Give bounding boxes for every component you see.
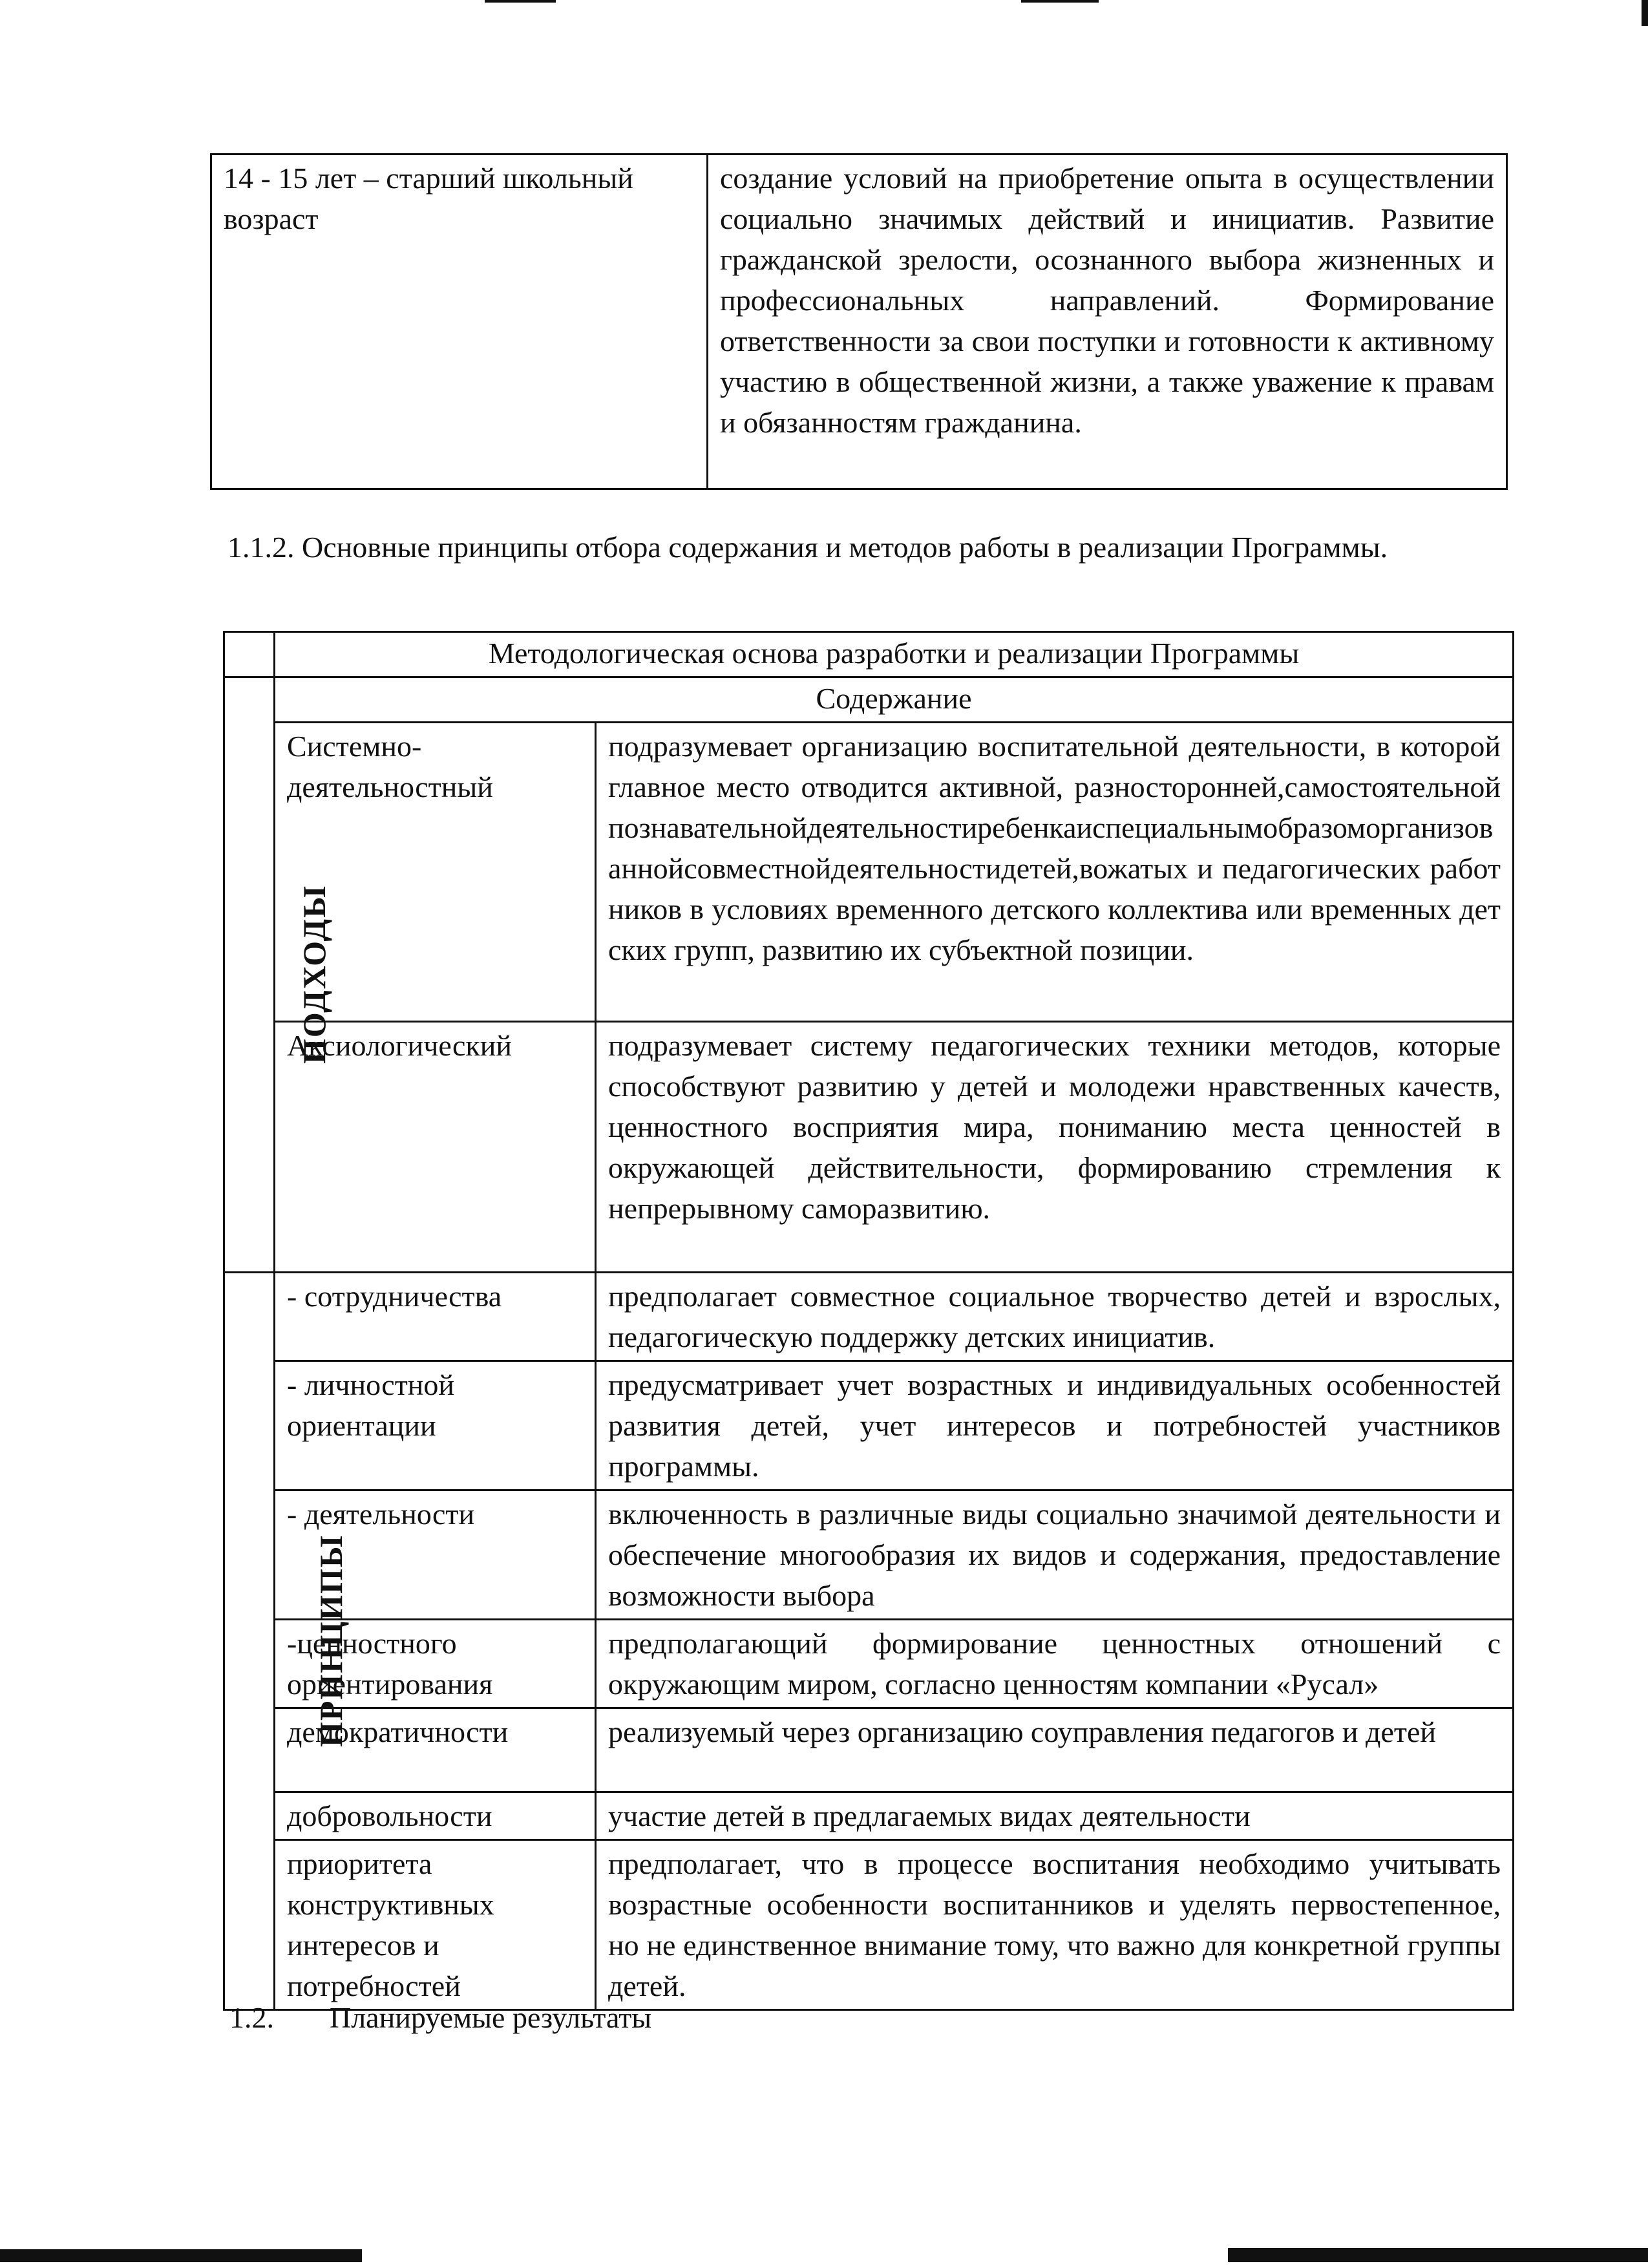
row-name: Аксиологический bbox=[275, 1022, 596, 1273]
table-row bbox=[224, 1708, 1514, 1792]
row-name: Системно-деятельностный bbox=[275, 723, 596, 1022]
age-table bbox=[210, 153, 1508, 490]
row-name: демократичности bbox=[275, 1708, 596, 1792]
table-row bbox=[224, 1361, 1514, 1490]
table-row bbox=[224, 1840, 1514, 2010]
section-number: 1.2. bbox=[229, 2001, 274, 2034]
scan-edge bbox=[1228, 2248, 1648, 2262]
section-heading: 1.1.2. Основные принципы отбора содержания и методов работы в реализации Программы. bbox=[227, 531, 1388, 564]
scan-mark bbox=[485, 0, 556, 3]
row-name: - личностной ориентации bbox=[275, 1361, 596, 1490]
table-subtitle: Содержание bbox=[275, 677, 1514, 723]
age-cell: 14 - 15 лет – старший школьный возраст bbox=[211, 154, 708, 489]
empty-corner-cell bbox=[224, 632, 275, 677]
table-row bbox=[224, 1490, 1514, 1620]
table-row bbox=[224, 1022, 1514, 1273]
row-text: участие детей в предлагаемых видах деятельности bbox=[596, 1792, 1514, 1840]
row-name: добровольности bbox=[275, 1792, 596, 1840]
row-text: предусматривает учет возрастных и индивидуальных особенностей развития детей, учет интересов и потребностей участников программы. bbox=[596, 1361, 1514, 1490]
row-text: предполагает, что в процессе воспитания необходимо учитывать возрастные особенности воспитанников и уделять первостепенное, но не единственное внимание тому, что важно для конкретной группы детей. bbox=[596, 1840, 1514, 2010]
group-label-approaches: ПОДХОДЫ bbox=[224, 677, 275, 1273]
row-text: предполагает совместное социальное творчество детей и взрослых, педагогическую поддержку детских инициатив. bbox=[596, 1273, 1514, 1361]
principles-table bbox=[223, 631, 1514, 2011]
table-row bbox=[224, 1273, 1514, 1361]
row-text: подразумевает систему педагогических техники методов, которые способствуют развитию у детей и молодежи нравственных качеств, ценностного восприятия мира, пониманию места ценностей в окружающей действительности, формированию стремления к непрерывному саморазвитию. bbox=[596, 1022, 1514, 1273]
table-row bbox=[224, 1792, 1514, 1840]
row-text: предполагающий формирование ценностных отношений с окружающим миром, согласно ценностям компании «Русал» bbox=[596, 1620, 1514, 1708]
table-title: Методологическая основа разработки и реализации Программы bbox=[275, 632, 1514, 677]
table-row bbox=[224, 1620, 1514, 1708]
row-text: подразумевает организацию воспитательной деятельности, в которой главное место отводится активной, разносторонней,самостоятельнойпознавательнойдеятельностиребенкаиспециальнымобразоморганизованнойсовместнойдеятельностидетей,вожатых и педагогических работников в условиях временного детского коллектива или временных детских групп, развитию их субъектной позиции. bbox=[596, 723, 1514, 1022]
scan-edge bbox=[0, 2249, 362, 2262]
row-name: приоритета конструктивных интересов и потребностей bbox=[275, 1840, 596, 2010]
age-description-cell: создание условий на приобретение опыта в осуществлении социально значимых действий и инициатив. Развитие гражданской зрелости, осознанного выбора жизненных и профессиональных направлений. Формирование ответственности за свои поступки и готовности к активному участию в общественной жизни, а также уважение к правам и обязанностям гражданина. bbox=[708, 154, 1507, 489]
next-section-heading bbox=[229, 1997, 651, 2038]
group-label-principles: ПРИНЦИПЫ bbox=[224, 1273, 275, 2010]
row-name: -ценностного ориентирования bbox=[275, 1620, 596, 1708]
row-name: - сотрудничества bbox=[275, 1273, 596, 1361]
section-title: Планируемые результаты bbox=[330, 2001, 652, 2034]
scan-edge bbox=[1642, 0, 1648, 26]
row-text: реализуемый через организацию соуправления педагогов и детей bbox=[596, 1708, 1514, 1792]
row-name: - деятельности bbox=[275, 1490, 596, 1620]
scan-mark bbox=[1021, 0, 1099, 3]
table-row bbox=[224, 723, 1514, 1022]
row-text: включенность в различные виды социально значимой деятельности и обеспечение многообразия их видов и содержания, предоставление возможности выбора bbox=[596, 1490, 1514, 1620]
